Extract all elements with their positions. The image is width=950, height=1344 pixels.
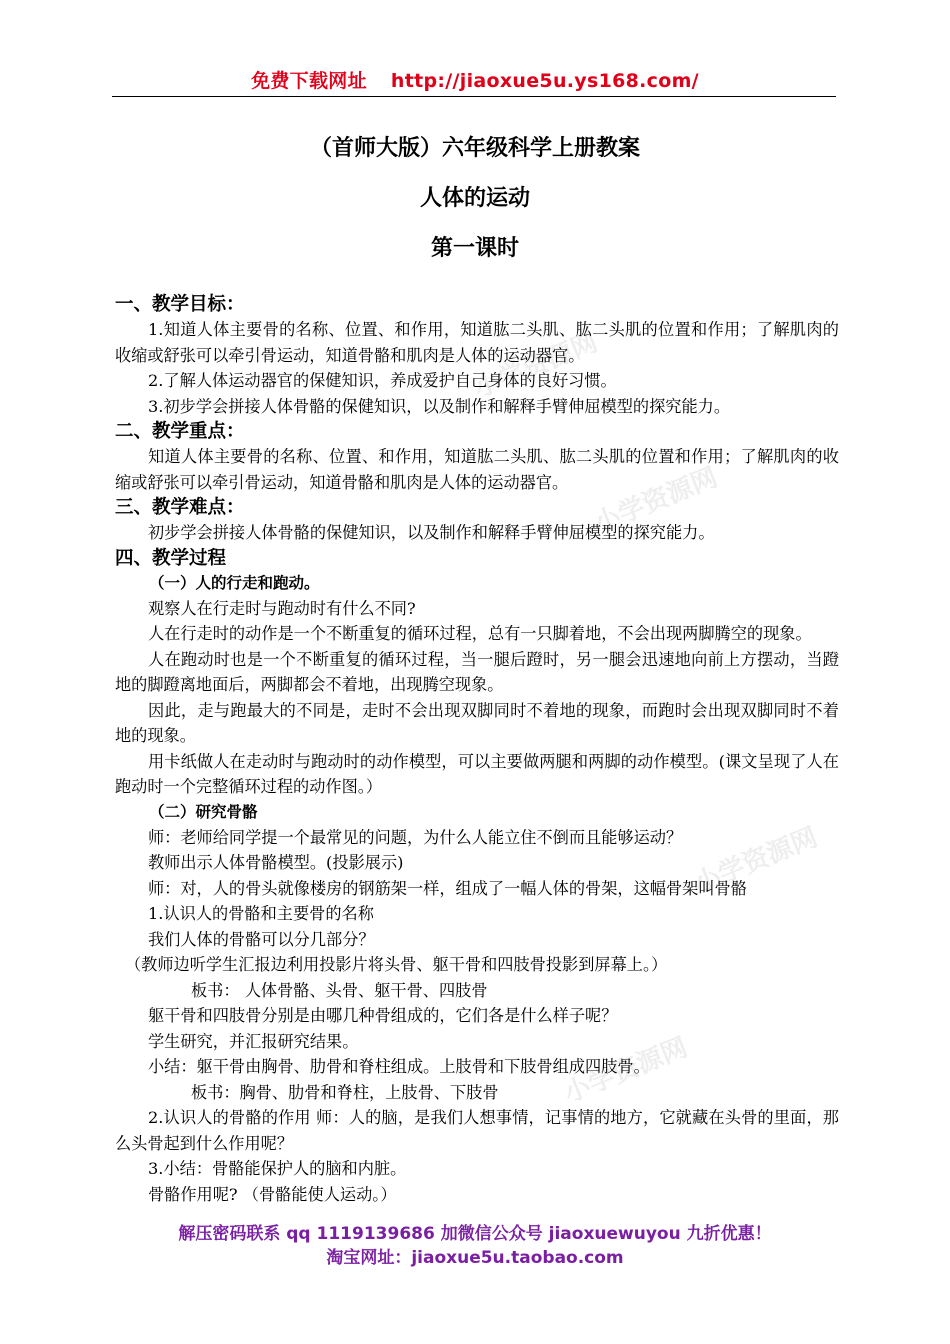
header-divider (112, 96, 836, 97)
paragraph: 用卡纸做人在走动时与跑动时的动作模型，可以主要做两腿和两脚的动作模型。(课文呈现了人在跑动时一个完整循环过程的动作图。） (115, 751, 839, 796)
period-title: 第一课时 (430, 236, 519, 261)
section-heading: 二、教学重点： (115, 421, 245, 442)
paragraph: 我们人体的骨骼可以分几部分？ (148, 929, 375, 949)
paragraph: 躯干骨和四肢骨分别是由哪几种骨组成的，它们各是什么样子呢？ (148, 1006, 618, 1025)
paragraph: 人在行走时的动作是一个不断重复的循环过程，总有一只脚着地，不会出现两脚腾空的现象。 (148, 624, 812, 643)
board-note: 板书： 人体骨骼、头骨、躯干骨、四肢骨 (191, 980, 488, 1000)
paragraph: 学生研究，并汇报研究结果。 (148, 1031, 359, 1051)
watermark: 小学资源网 (560, 1032, 692, 1110)
paragraph: 人在跑动时也是一个不断重复的循环过程，当一腿后蹬时，另一腿会迅速地向前上方摆动，当蹬地的脚蹬离地面后，两脚都会不着地，出现腾空现象。 (115, 649, 839, 694)
footer-contact: 解压密码联系 qq 1119139686 加微信公众号 jiaoxuewuyou 九折优惠！ (178, 1224, 772, 1244)
lesson-title: 人体的运动 (419, 186, 530, 211)
paragraph: 3.初步学会拼接人体骨骼的保健知识，以及制作和解释手臂伸屈模型的探究能力。 (148, 396, 731, 416)
watermark: 小学资源网 (470, 327, 602, 405)
paragraph: 初步学会拼接人体骨骼的保健知识，以及制作和解释手臂伸屈模型的探究能力。 (148, 523, 715, 542)
section-heading: 一、教学目标： (115, 294, 245, 315)
subsection-heading: （二）研究骨骼 (149, 802, 258, 821)
paragraph: 师：老师给同学提一个最常见的问题，为什么人能立住不倒而且能够运动？ (148, 827, 683, 847)
header-url-link[interactable]: http://jiaoxue5u.ys168.com/ (390, 70, 699, 92)
paragraph: 师：对，人的骨头就像楼房的钢筋架一样，组成了一幅人体的骨架，这幅骨架叫骨骼 (148, 878, 747, 898)
watermark: 小学资源网 (690, 822, 822, 900)
paragraph: 3.小结：骨骼能保护人的脑和内脏。 (148, 1159, 407, 1178)
paragraph: 1.知道人体主要骨的名称、位置、和作用，知道肱二头肌、肱二头肌的位置和作用；了解肌肉的收缩或舒张可以牵引骨运动，知道骨骼和肌肉是人体的运动器官。 (115, 320, 839, 365)
paragraph: 骨骼作用呢? （骨骼能使人运动。） (148, 1184, 397, 1204)
paragraph: 知道人体主要骨的名称、位置、和作用，知道肱二头肌、肱二头肌的位置和作用；了解肌肉的收缩或舒张可以牵引骨运动，知道骨骼和肌肉是人体的运动器官。 (115, 447, 839, 492)
footer-shop-link[interactable]: 淘宝网址：jiaoxue5u.taobao.com (326, 1248, 624, 1268)
paragraph: 2.认识人的骨骼的作用 师：人的脑，是我们人想事情，记事情的地方，它就藏在头骨的里面，那么头骨起到什么作用呢？ (115, 1108, 839, 1153)
doc-title: （首师大版）六年级科学上册教案 (309, 136, 640, 161)
section-heading: 三、教学难点： (115, 497, 245, 518)
doc-body (115, 292, 839, 1207)
watermark: 小学资源网 (590, 462, 722, 540)
paragraph: 2.了解人体运动器官的保健知识，养成爱护自己身体的良好习惯。 (148, 371, 617, 390)
paragraph: 因此，走与跑最大的不同是，走时不会出现双脚同时不着地的现象，而跑时会出现双脚同时不着地的现象。 (115, 700, 839, 745)
subsection-heading: （一）人的行走和跑动。 (149, 573, 320, 592)
paragraph: 教师出示人体骨骼模型。(投影展示) (148, 853, 404, 872)
paragraph: 观察人在行走时与跑动时有什么不同? (148, 598, 416, 618)
board-note: 板书：胸骨、肋骨和脊柱，上肢骨、下肢骨 (191, 1082, 499, 1102)
header-label: 免费下载网址 (251, 70, 367, 92)
paragraph: 1.认识人的骨骼和主要骨的名称 (148, 904, 374, 923)
site-header (0, 66, 950, 93)
paragraph: （教师边听学生汇报边利用投影片将头骨、躯干骨和四肢骨投影到屏幕上。） (125, 955, 668, 974)
paragraph: 小结：躯干骨由胸骨、肋骨和脊柱组成。上肢骨和下肢骨组成四肢骨。 (148, 1057, 650, 1076)
section-heading: 四、教学过程 (115, 547, 227, 569)
